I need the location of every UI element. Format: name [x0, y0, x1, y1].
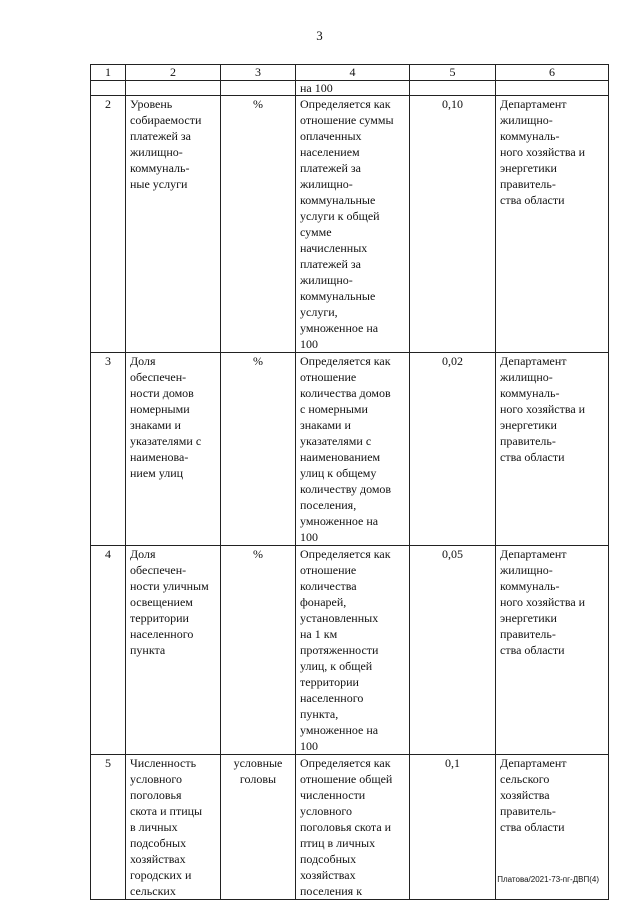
calculation-method-line: поселения к: [300, 884, 363, 898]
calculation-method-line: численности: [300, 788, 366, 802]
calculation-method-line: коммунальные: [300, 289, 376, 303]
responsible-department-line: ного хозяйства и: [500, 595, 586, 609]
indicator-name-line: пункта: [130, 643, 166, 657]
calculation-method-line: условного: [300, 804, 353, 818]
calculation-method-line: услуги,: [300, 305, 338, 319]
unit-of-measure-line: %: [253, 547, 263, 561]
column-header: 2: [126, 65, 221, 81]
indicator-name-line: Доля: [130, 547, 156, 561]
calculation-method-line: жилищно-: [300, 273, 353, 287]
responsible-department-line: коммуналь-: [500, 386, 560, 400]
responsible-department-line: Департамент: [500, 547, 567, 561]
indicator-name-line: сельских: [130, 884, 176, 898]
calculation-method: [296, 755, 410, 900]
calculation-method-line: Определяется как: [300, 547, 391, 561]
indicator-name-line: населенного: [130, 627, 194, 641]
unit-of-measure: [221, 96, 296, 353]
unit-of-measure-line: условные: [233, 756, 283, 770]
indicator-name-line: территории: [130, 611, 189, 625]
indicator-name-line: собираемости: [130, 113, 202, 127]
calculation-method-line: умноженное на: [300, 723, 379, 737]
responsible-department-line: правитель-: [500, 434, 556, 448]
target-value: 0,02: [410, 353, 496, 546]
unit-of-measure: [221, 353, 296, 546]
calculation-method-line: количества: [300, 579, 357, 593]
responsible-department-line: ства области: [500, 643, 565, 657]
calculation-method-line: пункта,: [300, 707, 339, 721]
calculation-method-line: 100: [300, 337, 318, 351]
responsible-department: [496, 353, 609, 546]
unit-of-measure: [221, 755, 296, 900]
calculation-method-line: сумме: [300, 225, 332, 239]
indicator-name-line: коммуналь-: [130, 161, 190, 175]
continuation-row: [91, 81, 609, 96]
calculation-method-line: платежей за: [300, 257, 361, 271]
responsible-department-line: коммуналь-: [500, 129, 560, 143]
responsible-department-line: жилищно-: [500, 113, 553, 127]
responsible-department-line: ного хозяйства и: [500, 402, 586, 416]
indicator-name-line: платежей за: [130, 129, 191, 143]
responsible-department-line: энергетики: [500, 161, 557, 175]
responsible-department-line: Департамент: [500, 354, 567, 368]
responsible-department-line: правитель-: [500, 177, 556, 191]
calculation-method-line: фонарей,: [300, 595, 347, 609]
calculation-method-line: 100: [300, 739, 318, 753]
calculation-method-line: коммунальные: [300, 193, 376, 207]
column-header: 5: [410, 65, 496, 81]
calculation-method-line: умноженное на: [300, 321, 379, 335]
calculation-method-line: платежей за: [300, 161, 361, 175]
indicator-name-line: ности уличным: [130, 579, 209, 593]
calculation-method-line: улиц к общему: [300, 466, 377, 480]
responsible-department-line: энергетики: [500, 611, 557, 625]
calculation-method-line: населением: [300, 145, 360, 159]
responsible-department-line: правитель-: [500, 627, 556, 641]
row-number: 5: [91, 755, 126, 900]
calculation-method-line: с номерными: [300, 402, 368, 416]
calculation-method-line: на 1 км: [300, 627, 338, 641]
indicator-name-line: Уровень: [130, 97, 173, 111]
table-row: [91, 96, 609, 353]
indicator-name-line: номерными: [130, 402, 190, 416]
calculation-method-line: населенного: [300, 691, 364, 705]
indicator-name-line: знаками и: [130, 418, 181, 432]
indicator-name-line: наименова-: [130, 450, 189, 464]
responsible-department: [496, 96, 609, 353]
indicator-name-line: ности домов: [130, 386, 194, 400]
calculation-method-line: отношение суммы: [300, 113, 394, 127]
calculation-method-line: количеству домов: [300, 482, 392, 496]
indicator-name-line: указателями с: [130, 434, 202, 448]
row-number: 3: [91, 353, 126, 546]
indicator-name-line: жилищно-: [130, 145, 183, 159]
calculation-method-line: наименованием: [300, 450, 381, 464]
calculation-method-line: Определяется как: [300, 354, 391, 368]
responsible-department-line: ства области: [500, 820, 565, 834]
calculation-method-line: протяженности: [300, 643, 379, 657]
indicator-name-line: обеспечен-: [130, 370, 187, 384]
calculation-method-line: установленных: [300, 611, 379, 625]
responsible-department-line: правитель-: [500, 804, 556, 818]
calculation-method-line: услуги к общей: [300, 209, 380, 223]
calculation-method-line: территории: [300, 675, 359, 689]
responsible-department: [496, 546, 609, 755]
calculation-method-line: отношение общей: [300, 772, 393, 786]
indicators-table: [90, 64, 609, 900]
indicator-name-line: обеспечен-: [130, 563, 187, 577]
calculation-method: [296, 353, 410, 546]
unit-of-measure-line: %: [253, 97, 263, 111]
indicator-name-line: подсобных: [130, 836, 187, 850]
row-number: 4: [91, 546, 126, 755]
page-number: 3: [316, 28, 323, 43]
indicator-name: [126, 96, 221, 353]
indicator-name: [126, 546, 221, 755]
calculation-method-line: подсобных: [300, 852, 357, 866]
calculation-method-line: хозяйствах: [300, 868, 356, 882]
indicator-name: [126, 353, 221, 546]
calculation-method-line: отношение: [300, 370, 357, 384]
responsible-department-line: хозяйства: [500, 788, 550, 802]
responsible-department-line: сельского: [500, 772, 550, 786]
indicator-name-line: Доля: [130, 354, 156, 368]
table-row: [91, 353, 609, 546]
responsible-department-line: Департамент: [500, 756, 567, 770]
table-row: [91, 546, 609, 755]
target-value: 0,1: [410, 755, 496, 900]
calculation-method-line: поселения,: [300, 498, 357, 512]
target-value: 0,05: [410, 546, 496, 755]
calculation-method: [296, 96, 410, 353]
indicator-name-line: Численность: [130, 756, 197, 770]
unit-of-measure-line: %: [253, 354, 263, 368]
responsible-department-line: жилищно-: [500, 563, 553, 577]
indicator-name-line: ные услуги: [130, 177, 188, 191]
calculation-method-line: улиц, к общей: [300, 659, 373, 673]
row-number: 2: [91, 96, 126, 353]
indicator-name-line: хозяйствах: [130, 852, 186, 866]
indicator-name-line: в личных: [130, 820, 178, 834]
calculation-method-line: знаками и: [300, 418, 351, 432]
responsible-department-line: ства области: [500, 193, 565, 207]
indicator-name-line: скота и птицы: [130, 804, 203, 818]
calculation-method-line: 100: [300, 530, 318, 544]
column-header: 4: [296, 65, 410, 81]
responsible-department-line: энергетики: [500, 418, 557, 432]
calculation-method-line: жилищно-: [300, 177, 353, 191]
column-header: 3: [221, 65, 296, 81]
unit-of-measure-line: головы: [239, 772, 277, 786]
indicator-name-line: освещением: [130, 595, 193, 609]
calculation-method-line: умноженное на: [300, 514, 379, 528]
indicator-name-line: условного: [130, 772, 183, 786]
calculation-method-line: указателями с: [300, 434, 372, 448]
responsible-department-line: жилищно-: [500, 370, 553, 384]
responsible-department-line: коммуналь-: [500, 579, 560, 593]
calculation-method: [296, 546, 410, 755]
indicator-name-line: поголовья: [130, 788, 182, 802]
unit-of-measure: [221, 546, 296, 755]
footer-reference: Платова/2021-73-пг-ДВП(4): [497, 875, 599, 884]
calculation-method-line: Определяется как: [300, 97, 391, 111]
calculation-method-line: Определяется как: [300, 756, 391, 770]
target-value: 0,10: [410, 96, 496, 353]
continuation-text: на 100: [296, 81, 410, 96]
calculation-method-line: оплаченных: [300, 129, 362, 143]
header-row: [91, 65, 609, 81]
indicator-name-line: нием улиц: [130, 466, 184, 480]
calculation-method-line: отношение: [300, 563, 357, 577]
indicator-name: [126, 755, 221, 900]
calculation-method-line: начисленных: [300, 241, 368, 255]
calculation-method-line: количества домов: [300, 386, 391, 400]
calculation-method-line: птиц в личных: [300, 836, 376, 850]
column-header: 1: [91, 65, 126, 81]
column-header: 6: [496, 65, 609, 81]
responsible-department-line: ного хозяйства и: [500, 145, 586, 159]
indicator-name-line: городских и: [130, 868, 192, 882]
calculation-method-line: поголовья скота и: [300, 820, 392, 834]
responsible-department-line: ства области: [500, 450, 565, 464]
responsible-department-line: Департамент: [500, 97, 567, 111]
